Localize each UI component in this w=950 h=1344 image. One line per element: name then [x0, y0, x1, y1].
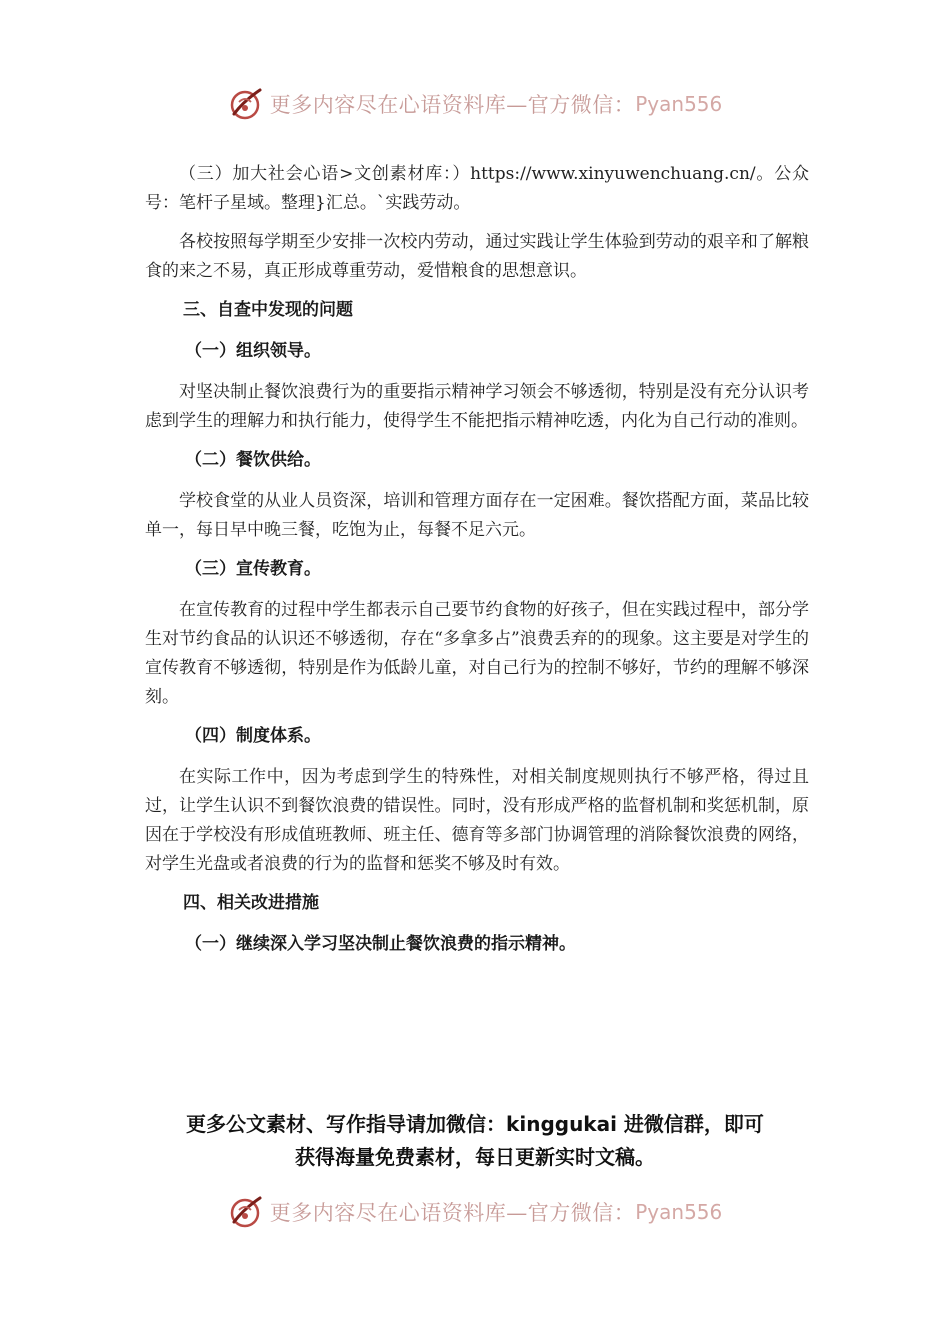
- subsection-heading: （二）餐饮供给。: [185, 450, 321, 470]
- paragraph: 各校按照每学期至少安排一次校内劳动，通过实践让学生体验到劳动的艰辛和了解粮食的来之不易，真正形成尊重劳动，爱惜粮食的思想意识。: [145, 232, 809, 281]
- paragraph: （三）加大社会心语>文创素材库：）https://www.xinyuwenchuang.cn/。公众号：笔杆子星域。整理}汇总。`实践劳动。: [145, 164, 809, 213]
- banner-text: 更多内容尽在心语资料库—官方微信：: [269, 93, 636, 117]
- footer-promo-line-1: 更多公文素材、写作指导请加微信：kinggukai 进微信群，即可: [186, 1112, 764, 1136]
- paragraph: 学校食堂的从业人员资深，培训和管理方面存在一定困难。餐饮搭配方面，菜品比较单一，每日早中晚三餐，吃饱为止，每餐不足六元。: [145, 491, 809, 540]
- section-heading: 四、相关改进措施: [183, 893, 319, 913]
- brand-logo-icon: [228, 1194, 264, 1230]
- footer-promo: [0, 1108, 950, 1174]
- footer-promo-line-2: 获得海量免费素材，每日更新实时文稿。: [295, 1145, 655, 1169]
- footer-banner: [0, 1192, 950, 1232]
- subsection-heading: （一）继续深入学习坚决制止餐饮浪费的指示精神。: [185, 934, 576, 954]
- paragraph: 在宣传教育的过程中学生都表示自己要节约食物的好孩子，但在实践过程中，部分学生对节约食品的认识还不够透彻，存在“多拿多占”浪费丢弃的的现象。这主要是对学生的宣传教育不够透彻，特别是作为低龄儿童，对自己行为的控制不够好，节约的理解不够深刻。: [145, 600, 809, 707]
- subsection-heading: （三）宣传教育。: [185, 559, 321, 579]
- subsection-heading: （一）组织领导。: [185, 341, 321, 361]
- banner-wechat-id: Pyan556: [635, 92, 723, 116]
- banner-wechat-id: Pyan556: [635, 1200, 723, 1224]
- brand-logo-icon: [228, 86, 264, 122]
- document-body: [145, 160, 809, 971]
- paragraph: 在实际工作中，因为考虑到学生的特殊性，对相关制度规则执行不够严格，得过且过，让学生认识不到餐饮浪费的错误性。同时，没有形成严格的监督机制和奖惩机制，原因在于学校没有形成值班教师、班主任、德育等多部门协调管理的消除餐饮浪费的网络，对学生光盘或者浪费的行为的监督和惩奖不够及时有效。: [145, 767, 809, 874]
- paragraph: 对坚决制止餐饮浪费行为的重要指示精神学习领会不够透彻，特别是没有充分认识考虑到学生的理解力和执行能力，使得学生不能把指示精神吃透，内化为自己行动的准则。: [145, 382, 809, 431]
- banner-text: 更多内容尽在心语资料库—官方微信：: [269, 1201, 636, 1225]
- section-heading: 三、自查中发现的问题: [183, 300, 353, 320]
- header-banner: [0, 84, 950, 124]
- subsection-heading: （四）制度体系。: [185, 726, 321, 746]
